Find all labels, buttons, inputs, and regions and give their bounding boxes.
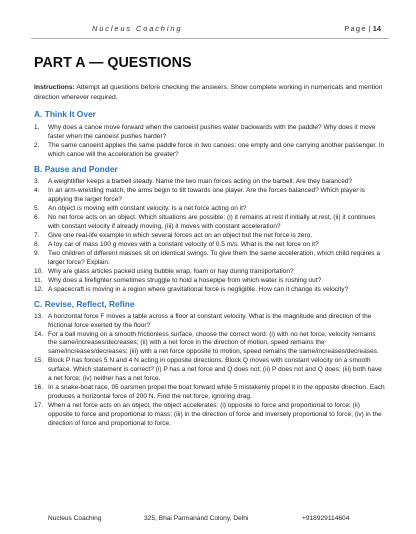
- question-text: A horizontal force F moves a table across a floor at constant velocity. What is the magnitude and direction of the frictional force exerted by the floor?: [48, 312, 372, 329]
- question-text: Why are glass articles packed using bubble wrap, foam or hay during transportation?: [48, 267, 294, 275]
- question-number: 14.: [34, 330, 44, 338]
- question-text: Give one real-life example in which several forces act on an object but the net force is zero.: [48, 231, 313, 239]
- question-item: [34, 124, 386, 142]
- question-text: A spacecraft is moving in a region where gravitational force is negligible. How can it change its velocity?: [48, 285, 349, 293]
- instructions-label: Instructions:: [34, 84, 75, 91]
- section-heading: C. Revise, Reflect, Refine: [34, 298, 135, 309]
- question-text: No net force acts on an object. Which situations are possible: (i) it remains at rest if initially at rest, (ii) it continues with constant velocity if already moving, (iii) it moves with constant acceleration?: [48, 214, 376, 230]
- question-item: [34, 286, 386, 295]
- question-item: [34, 250, 386, 268]
- question-number: 10.: [34, 267, 44, 275]
- page-word: Page: [344, 24, 367, 33]
- question-number: 9.: [34, 249, 40, 257]
- instructions-text: Attempt all questions before checking the answers. Show complete working in numericals and mention direction wherever required.: [34, 84, 383, 102]
- question-number: 12.: [34, 285, 44, 293]
- question-item: [34, 214, 386, 232]
- question-number: 16.: [34, 384, 44, 392]
- question-number: 2.: [34, 142, 40, 150]
- page-header: [31, 24, 389, 39]
- question-text: Why does a canoe move forward when the canoeist pushes water backwards with the paddle? Why does it move faster when the canoeist pushes harder?: [48, 124, 376, 141]
- question-text: In a snake-boat race, 95 oarsmen propel the boat forward while 5 mistakenly propel it in the opposite direction. Each produces a horizontal force of 200 N. Find the net force, ignoring drag.: [48, 384, 385, 401]
- footer-phone: +918929114604: [302, 515, 350, 522]
- question-number: 5.: [34, 205, 40, 213]
- footer-org: Nucleus Coaching: [48, 515, 102, 522]
- question-number: 17.: [34, 402, 44, 410]
- question-text: Why does a firefighter sometimes struggle to hold a hosepipe from which water is rushing out?: [48, 276, 322, 284]
- question-text: Two children of different masses sit on identical swings. To give them the same acceleration, which child requires a larger force? Explain.: [48, 249, 380, 266]
- question-text: When a net force acts on an object, the object accelerates: (i) opposite to force and proportional to force; (ii) opposite to force and proportional to mass; (iii) in the direction of force and inversely proportional to force; (iv) in the direction of force and proportional to force.: [48, 402, 382, 428]
- instructions: [34, 83, 386, 103]
- question-item: [34, 357, 386, 384]
- question-number: 13.: [34, 312, 44, 320]
- question-list: [34, 178, 386, 294]
- question-item: [34, 205, 386, 214]
- question-item: [34, 331, 386, 358]
- page-number: [344, 24, 381, 33]
- section-a: [34, 109, 386, 160]
- question-item: [34, 187, 386, 205]
- question-text: For a ball moving on a smooth frictionless surface, choose the correct word: (i) with no net force, velocity remains the same/increases/decreases; (ii) with a net force in the direction of motion, speed remains the same/increases/decreases; (iii) with a net force opposite to motion, speed remains the same/increases/decreases.: [48, 330, 379, 356]
- question-item: [34, 277, 386, 286]
- question-item: [34, 268, 386, 277]
- header-brand: Nucleus Coaching: [92, 24, 183, 33]
- question-number: 4.: [34, 187, 40, 195]
- section-c: [34, 299, 386, 429]
- question-text: A toy car of mass 100 g moves with a constant velocity of 0.5 m/s. What is the net force on it?: [48, 240, 319, 248]
- question-item: [34, 178, 386, 187]
- question-text: In an arm-wrestling match, the arms begin to tilt towards one player. Are the forces balanced? Which player is applying the larger force?: [48, 187, 365, 204]
- question-item: [34, 241, 386, 250]
- question-item: [34, 402, 386, 429]
- question-item: [34, 384, 386, 402]
- question-number: 8.: [34, 240, 40, 248]
- question-list: [34, 313, 386, 429]
- question-number: 1.: [34, 124, 40, 132]
- question-number: 6.: [34, 214, 40, 222]
- question-text: Block P has forces 5 N and 4 N acting in opposite directions. Block Q moves with constant velocity on a smooth surface. Which statement is correct? (i) P has a net force and Q does not; (ii) P does not and Q does; (iii) both have a net force; (iv) neither has a net force.: [48, 357, 382, 383]
- question-text: An object is moving with constant velocity. Is a net force acting on it?: [48, 205, 247, 213]
- page-footer: [48, 515, 388, 525]
- page-number-value: 14: [372, 24, 381, 33]
- question-text: A weightlifter keeps a barbell steady. Name the two main forces acting on the barbell. Are they balanced?: [48, 178, 353, 186]
- question-text: The same canoeist applies the same paddle force in two canoes: one empty and one carrying another passenger. In which canoe will the acceleration be greater?: [48, 142, 385, 159]
- section-heading: B. Pause and Ponder: [34, 164, 118, 175]
- question-item: [34, 313, 386, 331]
- section-b: [34, 164, 386, 294]
- page-content: [34, 55, 386, 429]
- footer-address: 325, Bhai Parmanand Colony, Delhi: [144, 515, 249, 522]
- question-number: 7.: [34, 231, 40, 239]
- page-separator: |: [366, 24, 373, 33]
- question-number: 15.: [34, 357, 44, 365]
- question-list: [34, 124, 386, 160]
- question-number: 11.: [34, 276, 43, 284]
- question-item: [34, 142, 386, 160]
- page-title: PART A — QUESTIONS: [34, 55, 192, 71]
- section-heading: A. Think It Over: [34, 109, 96, 120]
- question-item: [34, 232, 386, 241]
- question-number: 3.: [34, 178, 40, 186]
